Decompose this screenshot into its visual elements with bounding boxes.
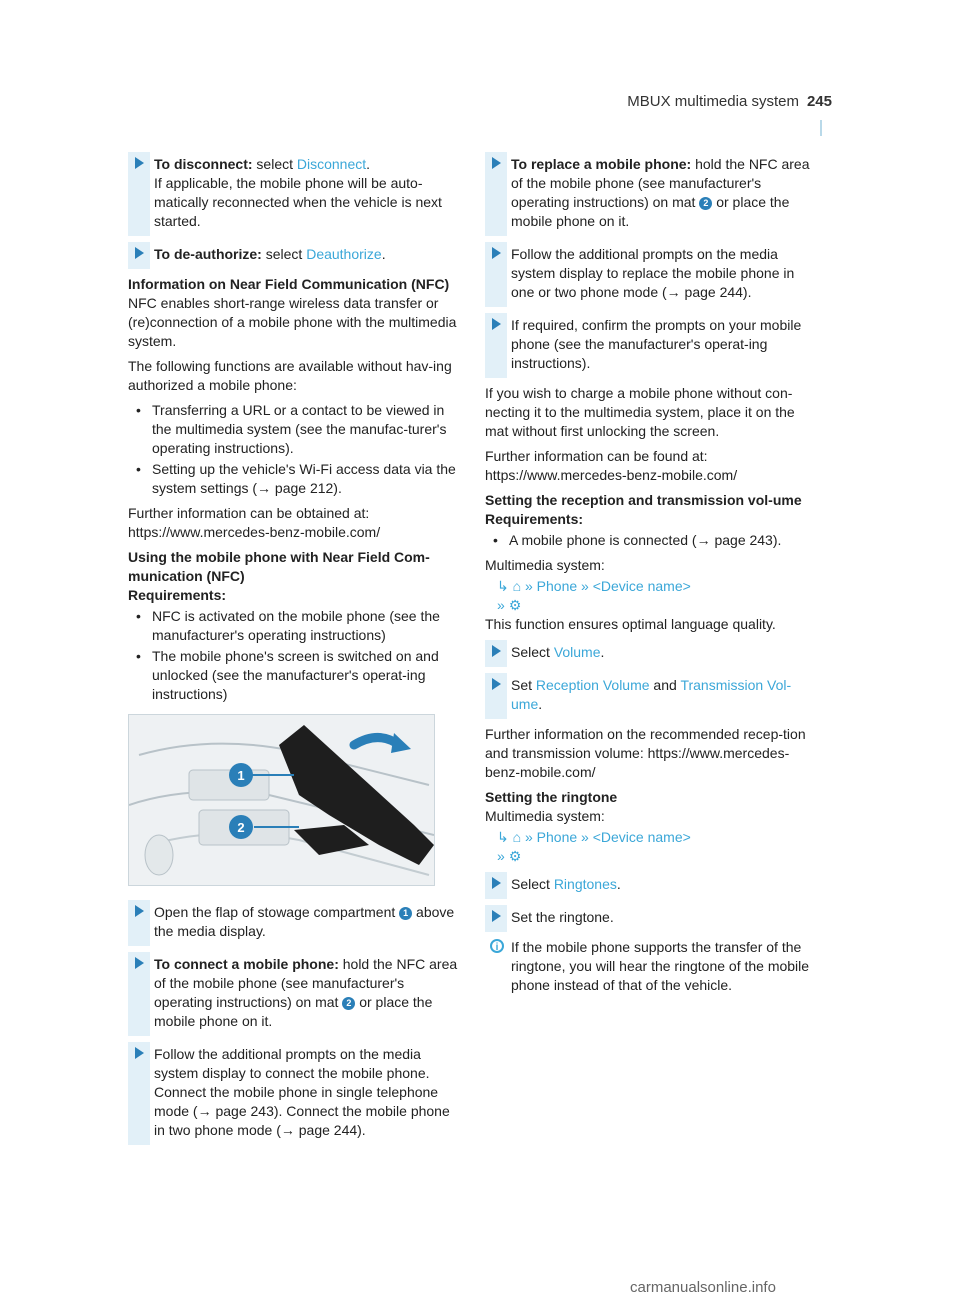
- double-chevron-icon: »: [497, 848, 505, 864]
- header-title: MBUX multimedia system: [627, 93, 799, 110]
- ensures-text: This function ensures optimal language quality.: [485, 616, 776, 632]
- list-item: • Transferring a URL or a contact to be viewed in the multimedia system (see the manufac-turer's operating instructions).: [128, 401, 463, 458]
- ringtones-link[interactable]: Ringtones: [553, 876, 617, 892]
- nfc-mat-illustration: [128, 714, 435, 886]
- transmission-volume-link[interactable]: Transmission Vol-ume: [511, 677, 792, 712]
- list-item: • NFC is activated on the mobile phone (see the manufacturer's operating instructions): [128, 607, 463, 645]
- home-icon[interactable]: ⌂: [512, 829, 522, 845]
- step-arrow-icon: [492, 877, 501, 889]
- step-follow-connect: Follow the additional prompts on the media system display to connect the mobile phone. Connect the mobile phone in single telephone mode (→ page 243). Connect the mobile phone in two phone mode (→ page 244).: [128, 1042, 463, 1145]
- requirements-list: [485, 531, 820, 550]
- corner-arrow-icon: ↳: [497, 829, 509, 845]
- watermark: carmanualsonline.info: [630, 1279, 776, 1296]
- header-rule: [820, 120, 822, 136]
- step-arrow-icon: [135, 957, 144, 969]
- step-replace: To replace a mobile phone: hold the NFC area of the mobile phone (see manufacturer's operating instructions) on mat 2 or place the mobile phone on it.: [485, 152, 820, 236]
- disconnect-link[interactable]: Disconnect: [296, 156, 367, 172]
- step-deauthorize: To de-authorize: select Deauthorize.: [128, 242, 463, 269]
- step-confirm: If required, confirm the prompts on your mobile phone (see the manufacturer's operat-ing instructions).: [485, 313, 820, 378]
- charge-text: If you wish to charge a mobile phone without con-necting it to the multimedia system, place it on the mat without first unlocking the screen.: [485, 385, 795, 439]
- menu-path-ringtone: [485, 828, 820, 866]
- step-arrow-icon: [492, 910, 501, 922]
- device-name-link[interactable]: <Device name>: [592, 578, 691, 594]
- step-open-flap: Open the flap of stowage compartment 1 above the media display.: [128, 900, 463, 946]
- nfc-heading: Information on Near Field Communication (NFC): [128, 276, 450, 292]
- corner-arrow-icon: ↳: [497, 578, 509, 594]
- multimedia-system-label: Multimedia system:: [485, 808, 605, 824]
- deauthorize-link[interactable]: Deauthorize: [306, 246, 382, 262]
- settings-icon[interactable]: ⚙: [508, 848, 522, 864]
- page-number: 245: [806, 93, 832, 110]
- callout-badge: 2: [342, 997, 355, 1010]
- requirements-list: [128, 607, 463, 704]
- requirements-label: Requirements:: [485, 511, 584, 527]
- step-connect: To connect a mobile phone: hold the NFC area of the mobile phone (see manufacturer's operating instructions) on mat 2 or place the mobile phone on it.: [128, 952, 463, 1036]
- further-info-2: Further information on the recommended recep-tion and transmission volume: https://www.mercedes-benz-mobile.com/: [485, 726, 806, 780]
- step-arrow-icon: [492, 678, 501, 690]
- double-chevron-icon: »: [524, 829, 533, 845]
- step-select-ringtones: Select Ringtones.: [485, 872, 820, 899]
- menu-path-volume: [485, 577, 820, 615]
- step-arrow-icon: [135, 247, 144, 259]
- console-drawing: [129, 715, 434, 885]
- double-chevron-icon: »: [581, 578, 589, 594]
- volume-link[interactable]: Volume: [553, 644, 601, 660]
- further-info-1: Further information can be found at: https://www.mercedes-benz-mobile.com/: [485, 448, 738, 483]
- step-arrow-icon: [135, 1047, 144, 1059]
- step-set-ringtone: Set the ringtone.: [485, 905, 820, 932]
- device-name-link[interactable]: <Device name>: [592, 829, 691, 845]
- info-note: i If the mobile phone supports the transfer of the ringtone, you will hear the ringtone of the mobile phone instead of that of the vehicle.: [485, 938, 820, 995]
- step-follow-replace: Follow the additional prompts on the media system display to replace the mobile phone in one or two phone mode (→ page 244).: [485, 242, 820, 307]
- page-header: [600, 92, 832, 111]
- multimedia-system-label: Multimedia system:: [485, 557, 605, 573]
- step-select-volume: Select Volume.: [485, 640, 820, 667]
- double-chevron-icon: »: [581, 829, 589, 845]
- double-chevron-icon: »: [524, 578, 533, 594]
- step-arrow-icon: [492, 157, 501, 169]
- step-disconnect: To disconnect: select Disconnect. If applicable, the mobile phone will be auto-matically reconnected when the vehicle is next started.: [128, 152, 463, 236]
- step-arrow-icon: [492, 318, 501, 330]
- step-set-volume: Set Reception Volume and Transmission Vol-ume.: [485, 673, 820, 719]
- functions-intro: The following functions are available without hav-ing authorized a mobile phone:: [128, 358, 452, 393]
- phone-link[interactable]: Phone: [536, 829, 578, 845]
- list-item: • Setting up the vehicle's Wi-Fi access data via the system settings (→ page 212).: [128, 460, 463, 498]
- reception-volume-link[interactable]: Reception Volume: [535, 677, 650, 693]
- step-arrow-icon: [135, 905, 144, 917]
- callout-badge: 2: [699, 197, 712, 210]
- further-info: Further information can be obtained at: https://www.mercedes-benz-mobile.com/: [128, 505, 381, 540]
- double-chevron-icon: »: [497, 597, 505, 613]
- ringtone-heading: Setting the ringtone: [485, 789, 618, 805]
- step-arrow-icon: [492, 247, 501, 259]
- left-column: [128, 152, 463, 1151]
- list-item: • The mobile phone's screen is switched on and unlocked (see the manufacturer's operat-ing instructions): [128, 647, 463, 704]
- volume-heading: Setting the reception and transmission vol-ume: [485, 492, 802, 508]
- nfc-text: NFC enables short-range wireless data transfer or (re)connection of a mobile phone with the multimedia system.: [128, 295, 457, 349]
- svg-text:2: 2: [237, 820, 245, 835]
- home-icon[interactable]: ⌂: [512, 578, 522, 594]
- requirements-label: Requirements:: [128, 587, 227, 603]
- list-item: • A mobile phone is connected (→ page 243).: [485, 531, 820, 550]
- step-arrow-icon: [135, 157, 144, 169]
- callout-badge: 1: [399, 907, 412, 920]
- step-arrow-icon: [492, 645, 501, 657]
- settings-icon[interactable]: ⚙: [508, 597, 522, 613]
- right-column: [485, 152, 820, 1001]
- using-heading: Using the mobile phone with Near Field Com-munication (NFC): [128, 549, 430, 584]
- info-icon: i: [490, 939, 504, 953]
- svg-text:1: 1: [237, 768, 245, 783]
- phone-link[interactable]: Phone: [536, 578, 578, 594]
- functions-list: [128, 401, 463, 498]
